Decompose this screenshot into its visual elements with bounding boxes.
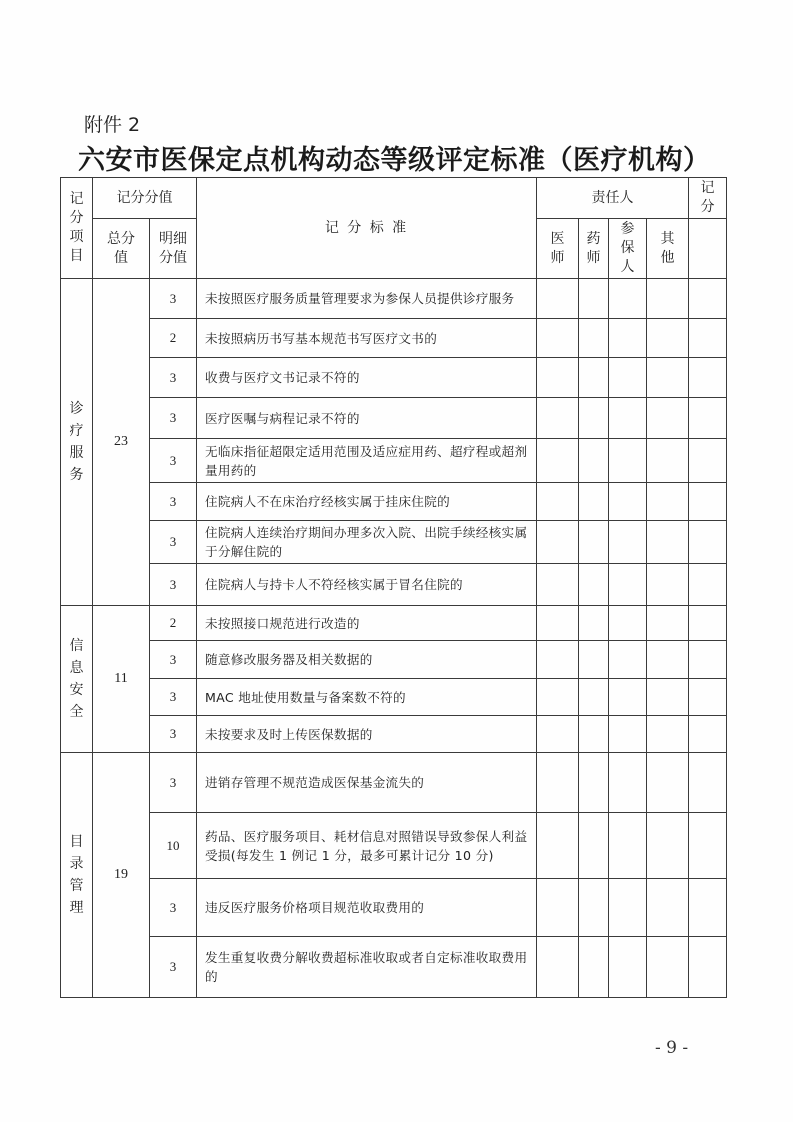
header-responsible: 责任人: [537, 178, 689, 219]
section-name: [61, 606, 93, 753]
pharmacist-cell[interactable]: [579, 483, 609, 521]
insured-cell[interactable]: [609, 358, 647, 398]
criteria-text: 住院病人与持卡人不符经核实属于冒名住院的: [197, 564, 537, 606]
doctor-cell[interactable]: [537, 564, 579, 606]
section-name-text: 信息安全: [69, 638, 84, 720]
table-row: [61, 879, 727, 937]
header-doctor: [537, 219, 579, 279]
pharmacist-cell[interactable]: [579, 879, 609, 937]
detail-score: 2: [150, 319, 197, 358]
detail-score: 3: [150, 716, 197, 753]
criteria-text: 收费与医疗文书记录不符的: [197, 358, 537, 398]
header-doctor-text: 医师: [550, 230, 565, 266]
score-cell[interactable]: [689, 813, 727, 879]
other-cell[interactable]: [647, 679, 689, 716]
doctor-cell[interactable]: [537, 641, 579, 679]
other-cell[interactable]: [647, 319, 689, 358]
other-cell[interactable]: [647, 521, 689, 564]
table-row: [61, 398, 727, 439]
other-cell[interactable]: [647, 439, 689, 483]
detail-score: 3: [150, 358, 197, 398]
header-detail-score-text: 明细分值: [159, 230, 187, 266]
score-cell[interactable]: [689, 358, 727, 398]
score-cell[interactable]: [689, 606, 727, 641]
header-item: [61, 178, 93, 279]
pharmacist-cell[interactable]: [579, 716, 609, 753]
doctor-cell[interactable]: [537, 716, 579, 753]
header-score: [689, 178, 727, 219]
score-cell[interactable]: [689, 398, 727, 439]
doctor-cell[interactable]: [537, 937, 579, 998]
other-cell[interactable]: [647, 813, 689, 879]
insured-cell[interactable]: [609, 564, 647, 606]
insured-cell[interactable]: [609, 679, 647, 716]
insured-cell[interactable]: [609, 521, 647, 564]
score-cell[interactable]: [689, 521, 727, 564]
pharmacist-cell[interactable]: [579, 319, 609, 358]
header-total-score-text: 总分值: [107, 230, 135, 266]
detail-score: 3: [150, 398, 197, 439]
doctor-cell[interactable]: [537, 439, 579, 483]
header-pharmacist: [579, 219, 609, 279]
doctor-cell[interactable]: [537, 753, 579, 813]
detail-score: 3: [150, 641, 197, 679]
score-cell[interactable]: [689, 319, 727, 358]
table-row: [61, 279, 727, 319]
doctor-cell[interactable]: [537, 398, 579, 439]
pharmacist-cell[interactable]: [579, 606, 609, 641]
detail-score: 3: [150, 439, 197, 483]
detail-score: 3: [150, 679, 197, 716]
insured-cell[interactable]: [609, 716, 647, 753]
insured-cell[interactable]: [609, 753, 647, 813]
header-item-text: 记分项目: [69, 191, 84, 264]
criteria-text: 随意修改服务器及相关数据的: [197, 641, 537, 679]
doctor-cell[interactable]: [537, 279, 579, 319]
header-score-blank: [689, 219, 727, 279]
section-total-score: 19: [93, 753, 150, 998]
pharmacist-cell[interactable]: [579, 813, 609, 879]
header-other: [647, 219, 689, 279]
other-cell[interactable]: [647, 606, 689, 641]
pharmacist-cell[interactable]: [579, 753, 609, 813]
doctor-cell[interactable]: [537, 483, 579, 521]
header-total-score: [93, 219, 150, 279]
criteria-text: 发生重复收费分解收费超标准收取或者自定标准收取费用的: [197, 937, 537, 998]
score-cell[interactable]: [689, 753, 727, 813]
table-row: [61, 937, 727, 998]
attachment-label: 附件 2: [84, 114, 141, 136]
table-row: [61, 319, 727, 358]
pharmacist-cell[interactable]: [579, 641, 609, 679]
section-total-score: 23: [93, 279, 150, 606]
detail-score: 2: [150, 606, 197, 641]
section-name: [61, 753, 93, 998]
score-cell[interactable]: [689, 439, 727, 483]
doctor-cell[interactable]: [537, 813, 579, 879]
header-other-text: 其他: [660, 230, 675, 266]
insured-cell[interactable]: [609, 439, 647, 483]
section-name-text: 目录管理: [69, 834, 84, 916]
pharmacist-cell[interactable]: [579, 564, 609, 606]
score-cell[interactable]: [689, 679, 727, 716]
criteria-text: 未按要求及时上传医保数据的: [197, 716, 537, 753]
header-score-value: 记分分值: [93, 178, 197, 219]
doctor-cell[interactable]: [537, 521, 579, 564]
pharmacist-cell[interactable]: [579, 358, 609, 398]
insured-cell[interactable]: [609, 813, 647, 879]
section-name-text: 诊疗服务: [69, 401, 84, 483]
detail-score: 3: [150, 937, 197, 998]
doctor-cell[interactable]: [537, 679, 579, 716]
other-cell[interactable]: [647, 279, 689, 319]
pharmacist-cell[interactable]: [579, 679, 609, 716]
table-row: [61, 716, 727, 753]
table-row: [61, 606, 727, 641]
pharmacist-cell[interactable]: [579, 937, 609, 998]
table-row: [61, 753, 727, 813]
criteria-text: MAC 地址使用数量与备案数不符的: [197, 679, 537, 716]
rating-standards-table: [60, 177, 727, 998]
score-cell[interactable]: [689, 879, 727, 937]
table-row: [61, 358, 727, 398]
detail-score: 3: [150, 279, 197, 319]
header-insured-text: 参保人: [620, 221, 635, 275]
criteria-text: 未按照医疗服务质量管理要求为参保人员提供诊疗服务: [197, 279, 537, 319]
score-cell[interactable]: [689, 716, 727, 753]
section-total-score: 11: [93, 606, 150, 753]
pharmacist-cell[interactable]: [579, 398, 609, 439]
doctor-cell[interactable]: [537, 606, 579, 641]
criteria-text: 未按照接口规范进行改造的: [197, 606, 537, 641]
insured-cell[interactable]: [609, 937, 647, 998]
pharmacist-cell[interactable]: [579, 439, 609, 483]
header-score-text: 记分: [700, 180, 715, 215]
doctor-cell[interactable]: [537, 358, 579, 398]
table-row: [61, 564, 727, 606]
insured-cell[interactable]: [609, 879, 647, 937]
criteria-text: 药品、医疗服务项目、耗材信息对照错误导致参保人利益受损(每发生 1 例记 1 分，最多可累计记分 10 分): [197, 813, 537, 879]
criteria-text: 无临床指征超限定适用范围及适应症用药、超疗程或超剂量用药的: [197, 439, 537, 483]
table-row: [61, 813, 727, 879]
other-cell[interactable]: [647, 564, 689, 606]
header-criteria: 记 分 标 准: [197, 178, 537, 279]
other-cell[interactable]: [647, 753, 689, 813]
score-cell[interactable]: [689, 937, 727, 998]
header-insured: [609, 219, 647, 279]
detail-score: 3: [150, 753, 197, 813]
other-cell[interactable]: [647, 483, 689, 521]
insured-cell[interactable]: [609, 483, 647, 521]
criteria-text: 进销存管理不规范造成医保基金流失的: [197, 753, 537, 813]
score-cell[interactable]: [689, 279, 727, 319]
other-cell[interactable]: [647, 358, 689, 398]
table-row: [61, 521, 727, 564]
header-detail-score: [150, 219, 197, 279]
other-cell[interactable]: [647, 879, 689, 937]
detail-score: 3: [150, 521, 197, 564]
insured-cell[interactable]: [609, 319, 647, 358]
doctor-cell[interactable]: [537, 319, 579, 358]
score-cell[interactable]: [689, 641, 727, 679]
insured-cell[interactable]: [609, 279, 647, 319]
criteria-text: 医疗医嘱与病程记录不符的: [197, 398, 537, 439]
document-title: 六安市医保定点机构动态等级评定标准（医疗机构）: [78, 145, 711, 176]
other-cell[interactable]: [647, 716, 689, 753]
insured-cell[interactable]: [609, 641, 647, 679]
page-number: - 9 -: [655, 1038, 689, 1058]
criteria-text: 违反医疗服务价格项目规范收取费用的: [197, 879, 537, 937]
criteria-text: 住院病人不在床治疗经核实属于挂床住院的: [197, 483, 537, 521]
pharmacist-cell[interactable]: [579, 521, 609, 564]
doctor-cell[interactable]: [537, 879, 579, 937]
detail-score: 10: [150, 813, 197, 879]
score-cell[interactable]: [689, 483, 727, 521]
table-row: [61, 641, 727, 679]
detail-score: 3: [150, 483, 197, 521]
other-cell[interactable]: [647, 398, 689, 439]
table-row: [61, 483, 727, 521]
table-row: [61, 439, 727, 483]
detail-score: 3: [150, 564, 197, 606]
other-cell[interactable]: [647, 641, 689, 679]
criteria-text: 未按照病历书写基本规范书写医疗文书的: [197, 319, 537, 358]
pharmacist-cell[interactable]: [579, 279, 609, 319]
other-cell[interactable]: [647, 937, 689, 998]
section-name: [61, 279, 93, 606]
score-cell[interactable]: [689, 564, 727, 606]
header-pharmacist-text: 药师: [586, 230, 601, 266]
table-row: [61, 679, 727, 716]
insured-cell[interactable]: [609, 606, 647, 641]
criteria-text: 住院病人连续治疗期间办理多次入院、出院手续经核实属于分解住院的: [197, 521, 537, 564]
insured-cell[interactable]: [609, 398, 647, 439]
detail-score: 3: [150, 879, 197, 937]
